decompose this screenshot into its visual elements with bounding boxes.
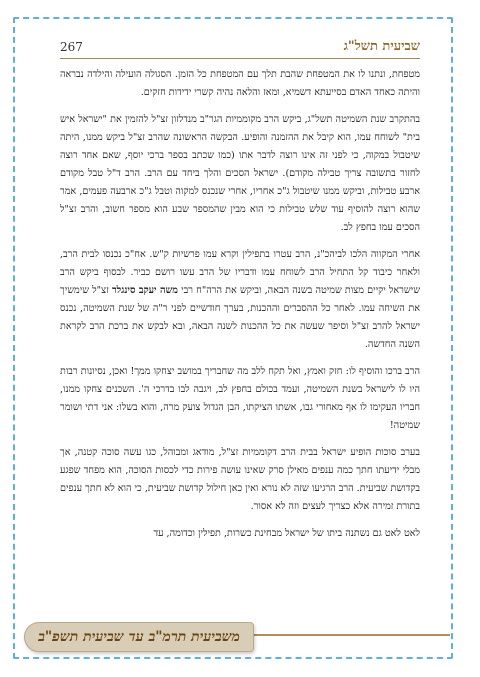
paragraph-4 <box>60 363 420 435</box>
bold-name: משה יעקב סינגלר <box>111 285 178 296</box>
header-divider <box>60 58 420 59</box>
paragraph-text: הרב ברכו והוסיף לו: חזק ואמץ, ואל תקח ללב מה שחבריך במושב יצחקו ממך! ואכן, נסיונות רבות היו לו לישראל בשנת השמיטה, ועמד בכולם בחפץ לב, ויגבה לבו בדרכי ה'. השכנים צחקו ממנו, חבריו העקימו לו אף מאחורי גבו, אשתו הציקתו, הבן הגדול צועק מרה, והוא בשלו: אני דתי ושומר שמיטה! <box>60 366 420 431</box>
body-text <box>60 66 420 552</box>
paragraph-text-tail: זצ"ל שימשיך את השיחה עמו. לאחר כל ההסברים וההכנות, בערך חודשיים לפני ר"ה של שנת השמיטה, נכנס ישראל להרב זצ"ל וסיפר שעשה את כל ההכנות לשנה הבאה, ובא לבקש את ברכת הרב לקראת השנה החדשה. <box>60 285 420 350</box>
running-header-title: שביעית תשל"ג <box>343 39 420 54</box>
paragraph-text: אחרי המקווה הלכו לביהכ"נ, הרב עטרו בתפילין וקרא עמו פרשיות ק"ש. אח"כ נכנסו לבית הרב, ולאחר כיבוד קל התחיל הרב לשוחח עמו ודבריו של הרב עשו רושם כביר. לבסוף ביקש הרב שישראל יקיים מצות שמיטה בשנה הבאה, וביקש את הרה"ח רבי <box>60 249 420 296</box>
paragraph-6 <box>60 525 420 543</box>
paragraph-2 <box>60 111 420 237</box>
paragraph-1 <box>60 66 420 102</box>
page-number: 267 <box>60 40 83 54</box>
paragraph-5 <box>60 444 420 516</box>
paragraph-3 <box>60 246 420 354</box>
paragraph-text: מטפחת, ונתנו לו את המטפחת שהבת תלך עם המטפחת כל הזמן. הסגולה הועילה והילדה נבראה והיתה כאחד האדם בסייעתא דשמיא, ומאז והלאה נהיה קשרי ידידות חזקים. <box>60 69 420 98</box>
footer-banner-text: משביעית תרמ"ב עד שביעית תשפ"ב <box>38 628 240 645</box>
paragraph-text: בערב סוכות הופיע ישראל בבית הרב דקוממיות זצ"ל, מודאג ומבוהל, כגו עשה סוכה קטנה, אך מבלי ידיעתו חתך כמה ענפים מאילן סרק שאינו עושה פירות כדי לכסות הסוכה, הוא מפחד שפגע בקדושת שביעית. הרב הרגיעו שזה לא נורא ואין כאן חילול קדושת שביעית, כי הוא לא חתך ענפים בתורת זמירה אלא כצריך לעצים וזה לא אסור. <box>60 447 420 512</box>
footer-banner <box>24 622 254 652</box>
paragraph-text: בהתקרב שנת השמיטה תשל"ג, ביקש הרב מקוממיות הגר"ב מנדלזון זצ"ל להזמין את "ישראל איש בית" לשוחח עמו, הוא קיבל את ההזמנה והופיע. הבקשה הראשונה שהרב זצ"ל ביקש ממנו, היתה שיטבול במקוה, כי לפני זה אינו רוצה לדבר אתו (כמו שכתב בספר ברכי יוסף, שאם אחד רוצה לחזור בתשובה צריך טבילה מקודם). ישראל הסכים והלך ביחד עם הרב. הרב ד"ל טבל מקודם ארבע טבילות, וביקש ממנו שיטבול ג"כ אחריו, אחרי שנכנס למקוה וטבל ג"כ ארבעה פעמים, אמר שהוא רוצה להוסיף עוד שלש טבילות כי הוא מבין שהמספר שבע הוא מספר חשוב, והרב זצ"ל הסכים עמו בחפץ לב. <box>60 114 420 233</box>
paragraph-text: לאט לאט גם נשתנה ביתו של ישראל מבחינת כשרות, תפילין וכדומה, עד <box>153 528 420 539</box>
